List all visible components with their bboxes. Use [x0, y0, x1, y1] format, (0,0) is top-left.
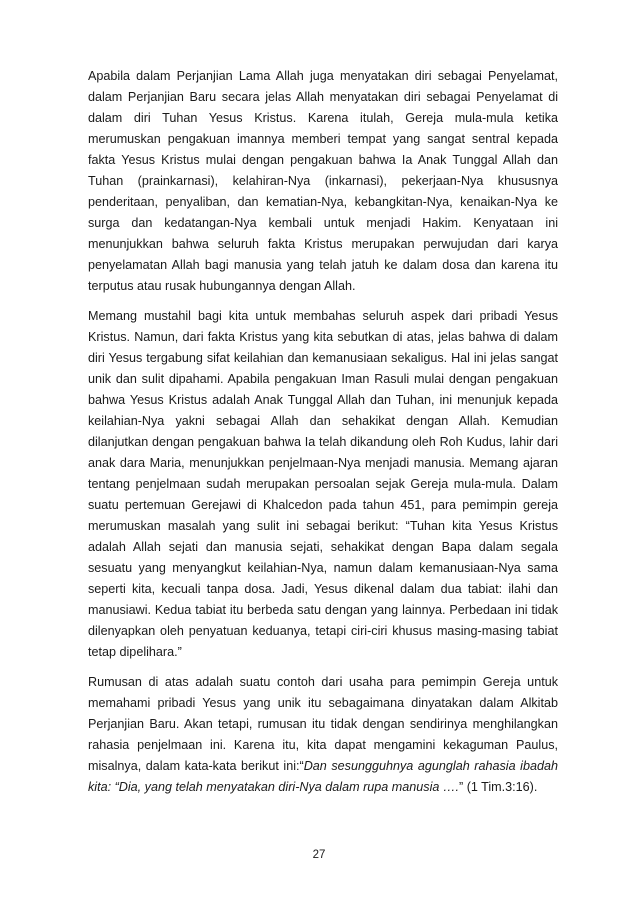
- bible-reference: ” (1 Tim.3:16).: [459, 780, 538, 794]
- paragraph-2: Memang mustahil bagi kita untuk membahas seluruh aspek dari pribadi Yesus Kristus. Namun, dari fakta Kristus yang kita sebutkan di atas, jelas bahwa di dalam diri Yesus tergabung sifat keilahian dan kemanusiaan sekaligus. Hal ini jelas sangat unik dan sulit dipahami. Apabila pengakuan Iman Rasuli mulai dengan pengakuan bahwa Yesus Kristus adalah Anak Tunggal Allah dan Tuhan, ini menunjuk kepada keilahian-Nya yakni sebagai Allah dan sehakikat dengan Allah. Kemudian dilanjutkan dengan pengakuan bahwa Ia telah dikandung oleh Roh Kudus, lahir dari anak dara Maria, menunjukkan penjelmaan-Nya menjadi manusia. Memang ajaran tentang penjelmaan sudah merupakan persoalan sejak Gereja mula-mula. Dalam suatu pertemuan Gerejawi di Khalcedon pada tahun 451, para pemimpin gereja merumuskan masalah yang sulit ini sebagai berikut: “Tuhan kita Yesus Kristus adalah Allah sejati dan manusia sejati, sehakikat dengan Bapa dalam segala sesuatu yang menyangkut keilahian-Nya, namun dalam kemanusiaan-Nya sama seperti kita, kecuali tanpa dosa. Jadi, Yesus dikenal dalam dua tabiat: ilahi dan manusiawi. Kedua tabiat itu berbeda satu dengan yang lainnya. Perbedaan ini tidak dilenyapkan oleh penyatuan keduanya, tetapi ciri-ciri khusus masing-masing tabiat tetap dipelihara.”: [88, 309, 558, 659]
- page-number: 27: [312, 849, 326, 861]
- body-text: [88, 66, 558, 807]
- paragraph-3-intro: Rumusan di atas adalah suatu contoh dari usaha para pemimpin Gereja untuk memahami pribadi Yesus yang unik itu sebagaimana dinyatakan dalam Alkitab Perjanjian Baru. Akan tetapi, rumusan itu tidak dengan sendirinya menghilangkan rahasia penjelmaan ini. Karena itu, kita dapat mengamini kekaguman Paulus, misalnya, dalam kata-kata berikut ini:“: [88, 675, 558, 773]
- paragraph-3: [88, 672, 558, 798]
- paragraph-1: Apabila dalam Perjanjian Lama Allah juga menyatakan diri sebagai Penyelamat, dalam Perjanjian Baru secara jelas Allah menyatakan diri sebagai Penyelamat di dalam diri Tuhan Yesus Kristus. Karena itulah, Gereja mula-mula ketika merumuskan pengakuan imannya memberi tempat yang sangat sentral kepada fakta Yesus Kristus mulai dengan pengakuan bahwa Ia Anak Tunggal Allah dan Tuhan (prainkarnasi), kelahiran-Nya (inkarnasi), pekerjaan-Nya khususnya penderitaan, penyaliban, dan kematian-Nya, kebangkitan-Nya, kenaikan-Nya ke surga dan kedatangan-Nya kembali untuk menjadi Hakim. Kenyataan ini menunjukkan bahwa seluruh fakta Kristus merupakan perwujudan dari karya penyelamatan Allah bagi manusia yang telah jatuh ke dalam dosa dan karena itu terputus atau rusak hubungannya dengan Allah.: [88, 69, 558, 293]
- bible-quote: Dan sesungguhnya agunglah rahasia ibadah kita: “Dia, yang telah menyatakan diri-Nya dalam rupa manusia ….: [88, 759, 558, 794]
